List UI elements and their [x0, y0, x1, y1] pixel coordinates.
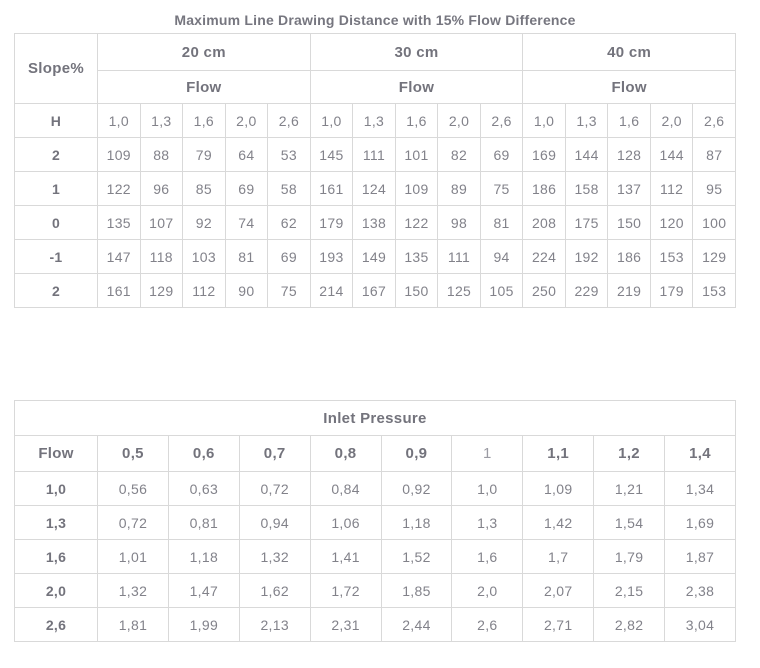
table-cell: 120 [650, 206, 693, 240]
table-cell: 112 [650, 172, 693, 206]
table-row [15, 172, 736, 206]
pressure-col-header: 1,2 [594, 436, 665, 472]
table-cell: 1,52 [381, 540, 452, 574]
table-cell: 1,69 [665, 506, 736, 540]
table-cell: 2,6 [452, 608, 523, 642]
table-cell: 0,63 [168, 472, 239, 506]
table-cell: 109 [395, 172, 438, 206]
table-cell: 111 [353, 138, 396, 172]
table-row [15, 608, 736, 642]
table-cell: 1,09 [523, 472, 594, 506]
table-row [15, 574, 736, 608]
table-cell: 150 [608, 206, 651, 240]
pressure-col-header: 0,9 [381, 436, 452, 472]
table-cell: 74 [225, 206, 268, 240]
table-cell: 1,47 [168, 574, 239, 608]
row-label: 2 [15, 138, 98, 172]
table-cell: 135 [98, 206, 141, 240]
table-cell: 2,44 [381, 608, 452, 642]
table-cell: 1,18 [168, 540, 239, 574]
table-cell: 1,79 [594, 540, 665, 574]
table-cell: 1,3 [452, 506, 523, 540]
table-cell: 150 [395, 274, 438, 308]
table-cell: 0,84 [310, 472, 381, 506]
table-cell: 2,6 [480, 104, 523, 138]
table-cell: 186 [523, 172, 566, 206]
table-cell: 112 [183, 274, 226, 308]
sub-header-row [15, 71, 736, 104]
distance-table-body [15, 104, 736, 308]
row-label: H [15, 104, 98, 138]
flow-sub-header-30cm: Flow [310, 71, 523, 104]
table-cell: 179 [650, 274, 693, 308]
table-cell: 0,94 [239, 506, 310, 540]
table-cell: 62 [268, 206, 311, 240]
pressure-col-header: 1,4 [665, 436, 736, 472]
table-cell: 1,7 [523, 540, 594, 574]
group-header-row [15, 34, 736, 71]
table-cell: 1,42 [523, 506, 594, 540]
distance-table [14, 33, 736, 308]
table-cell: 2,0 [225, 104, 268, 138]
table-cell: 64 [225, 138, 268, 172]
table-cell: 250 [523, 274, 566, 308]
table-row [15, 472, 736, 506]
table-cell: 69 [480, 138, 523, 172]
table-cell: 135 [395, 240, 438, 274]
row-label: 1 [15, 172, 98, 206]
table-cell: 138 [353, 206, 396, 240]
table-cell: 167 [353, 274, 396, 308]
pressure-table-body [15, 472, 736, 642]
flow-sub-header-40cm: Flow [523, 71, 736, 104]
table-cell: 107 [140, 206, 183, 240]
table-cell: 129 [140, 274, 183, 308]
table-cell: 158 [565, 172, 608, 206]
table-cell: 1,6 [608, 104, 651, 138]
table-cell: 96 [140, 172, 183, 206]
table-cell: 144 [565, 138, 608, 172]
table-cell: 137 [608, 172, 651, 206]
pressure-table-title: Inlet Pressure [15, 401, 736, 436]
group-header-30cm: 30 cm [310, 34, 523, 71]
table-cell: 1,0 [452, 472, 523, 506]
table-cell: 1,6 [183, 104, 226, 138]
table-cell: 100 [693, 206, 736, 240]
table-row [15, 138, 736, 172]
table-cell: 87 [693, 138, 736, 172]
table-cell: 81 [480, 206, 523, 240]
table-cell: 1,62 [239, 574, 310, 608]
table-cell: 89 [438, 172, 481, 206]
table-cell: 2,6 [268, 104, 311, 138]
table-cell: 98 [438, 206, 481, 240]
table-cell: 1,01 [98, 540, 169, 574]
table-cell: 1,54 [594, 506, 665, 540]
pressure-col-header: 0,5 [98, 436, 169, 472]
flow-corner-header: Flow [15, 436, 98, 472]
table-cell: 2,0 [650, 104, 693, 138]
table-cell: 1,0 [523, 104, 566, 138]
group-header-20cm: 20 cm [98, 34, 311, 71]
table-row [15, 240, 736, 274]
table-cell: 1,41 [310, 540, 381, 574]
table-cell: 0,56 [98, 472, 169, 506]
table-cell: 1,85 [381, 574, 452, 608]
table-cell: 1,0 [310, 104, 353, 138]
table-cell: 2,13 [239, 608, 310, 642]
table-cell: 1,32 [239, 540, 310, 574]
table-cell: 2,0 [452, 574, 523, 608]
row-label: 0 [15, 206, 98, 240]
table-cell: 2,71 [523, 608, 594, 642]
table-cell: 219 [608, 274, 651, 308]
table-cell: 1,0 [98, 104, 141, 138]
table-cell: 149 [353, 240, 396, 274]
table-cell: 0,81 [168, 506, 239, 540]
flow-sub-header-20cm: Flow [98, 71, 311, 104]
table-cell: 3,04 [665, 608, 736, 642]
table-cell: 81 [225, 240, 268, 274]
table-cell: 1,34 [665, 472, 736, 506]
table-cell: 147 [98, 240, 141, 274]
table-cell: 69 [225, 172, 268, 206]
row-label: 2 [15, 274, 98, 308]
table-cell: 1,87 [665, 540, 736, 574]
table-cell: 2,15 [594, 574, 665, 608]
table-cell: 85 [183, 172, 226, 206]
table-cell: 179 [310, 206, 353, 240]
row-label: 2,6 [15, 608, 98, 642]
table-cell: 69 [268, 240, 311, 274]
table-cell: 58 [268, 172, 311, 206]
table-cell: 144 [650, 138, 693, 172]
table-cell: 1,6 [395, 104, 438, 138]
table-cell: 129 [693, 240, 736, 274]
table-cell: 208 [523, 206, 566, 240]
table-cell: 125 [438, 274, 481, 308]
row-label: 1,0 [15, 472, 98, 506]
table-cell: 1,81 [98, 608, 169, 642]
caption-row [15, 401, 736, 436]
table-cell: 1,06 [310, 506, 381, 540]
row-label: 1,6 [15, 540, 98, 574]
table-cell: 192 [565, 240, 608, 274]
table-cell: 1,3 [140, 104, 183, 138]
table-cell: 53 [268, 138, 311, 172]
table-cell: 88 [140, 138, 183, 172]
slope-corner-header: Slope% [15, 34, 98, 104]
table-cell: 175 [565, 206, 608, 240]
row-label: -1 [15, 240, 98, 274]
table-cell: 1,21 [594, 472, 665, 506]
table-cell: 0,92 [381, 472, 452, 506]
table-cell: 79 [183, 138, 226, 172]
table-cell: 229 [565, 274, 608, 308]
table-cell: 90 [225, 274, 268, 308]
table-row [15, 104, 736, 138]
table-cell: 128 [608, 138, 651, 172]
table-cell: 169 [523, 138, 566, 172]
pressure-col-header: 0,8 [310, 436, 381, 472]
table-cell: 95 [693, 172, 736, 206]
pressure-col-header: 1,1 [523, 436, 594, 472]
table-cell: 2,31 [310, 608, 381, 642]
table-row [15, 540, 736, 574]
pressure-col-header-row [15, 436, 736, 472]
table-cell: 122 [395, 206, 438, 240]
pressure-table [14, 400, 736, 642]
row-label: 2,0 [15, 574, 98, 608]
table-cell: 111 [438, 240, 481, 274]
table-cell: 103 [183, 240, 226, 274]
pressure-col-header: 0,6 [168, 436, 239, 472]
table-cell: 109 [98, 138, 141, 172]
table-cell: 118 [140, 240, 183, 274]
row-label: 1,3 [15, 506, 98, 540]
table-cell: 2,82 [594, 608, 665, 642]
table-cell: 124 [353, 172, 396, 206]
table-cell: 1,3 [353, 104, 396, 138]
table-cell: 1,99 [168, 608, 239, 642]
table-cell: 75 [268, 274, 311, 308]
table-cell: 2,38 [665, 574, 736, 608]
table-cell: 0,72 [239, 472, 310, 506]
table-cell: 1,72 [310, 574, 381, 608]
table-cell: 161 [98, 274, 141, 308]
table-cell: 2,07 [523, 574, 594, 608]
pressure-col-header: 0,7 [239, 436, 310, 472]
table-cell: 153 [650, 240, 693, 274]
table-cell: 82 [438, 138, 481, 172]
table-cell: 1,3 [565, 104, 608, 138]
table-cell: 2,0 [438, 104, 481, 138]
table-cell: 92 [183, 206, 226, 240]
table-cell: 101 [395, 138, 438, 172]
table-cell: 193 [310, 240, 353, 274]
table-cell: 214 [310, 274, 353, 308]
group-header-40cm: 40 cm [523, 34, 736, 71]
table-row [15, 506, 736, 540]
table-cell: 105 [480, 274, 523, 308]
table-cell: 2,6 [693, 104, 736, 138]
table-cell: 224 [523, 240, 566, 274]
table-cell: 153 [693, 274, 736, 308]
distance-table-title: Maximum Line Drawing Distance with 15% Flow Difference [174, 12, 576, 28]
table-cell: 1,18 [381, 506, 452, 540]
table-row [15, 274, 736, 308]
table-cell: 186 [608, 240, 651, 274]
table-cell: 75 [480, 172, 523, 206]
table-row [15, 206, 736, 240]
table-cell: 94 [480, 240, 523, 274]
table-cell: 122 [98, 172, 141, 206]
table-cell: 145 [310, 138, 353, 172]
table-cell: 1,6 [452, 540, 523, 574]
table-cell: 161 [310, 172, 353, 206]
table-cell: 0,72 [98, 506, 169, 540]
pressure-col-header: 1 [452, 436, 523, 472]
table-cell: 1,32 [98, 574, 169, 608]
